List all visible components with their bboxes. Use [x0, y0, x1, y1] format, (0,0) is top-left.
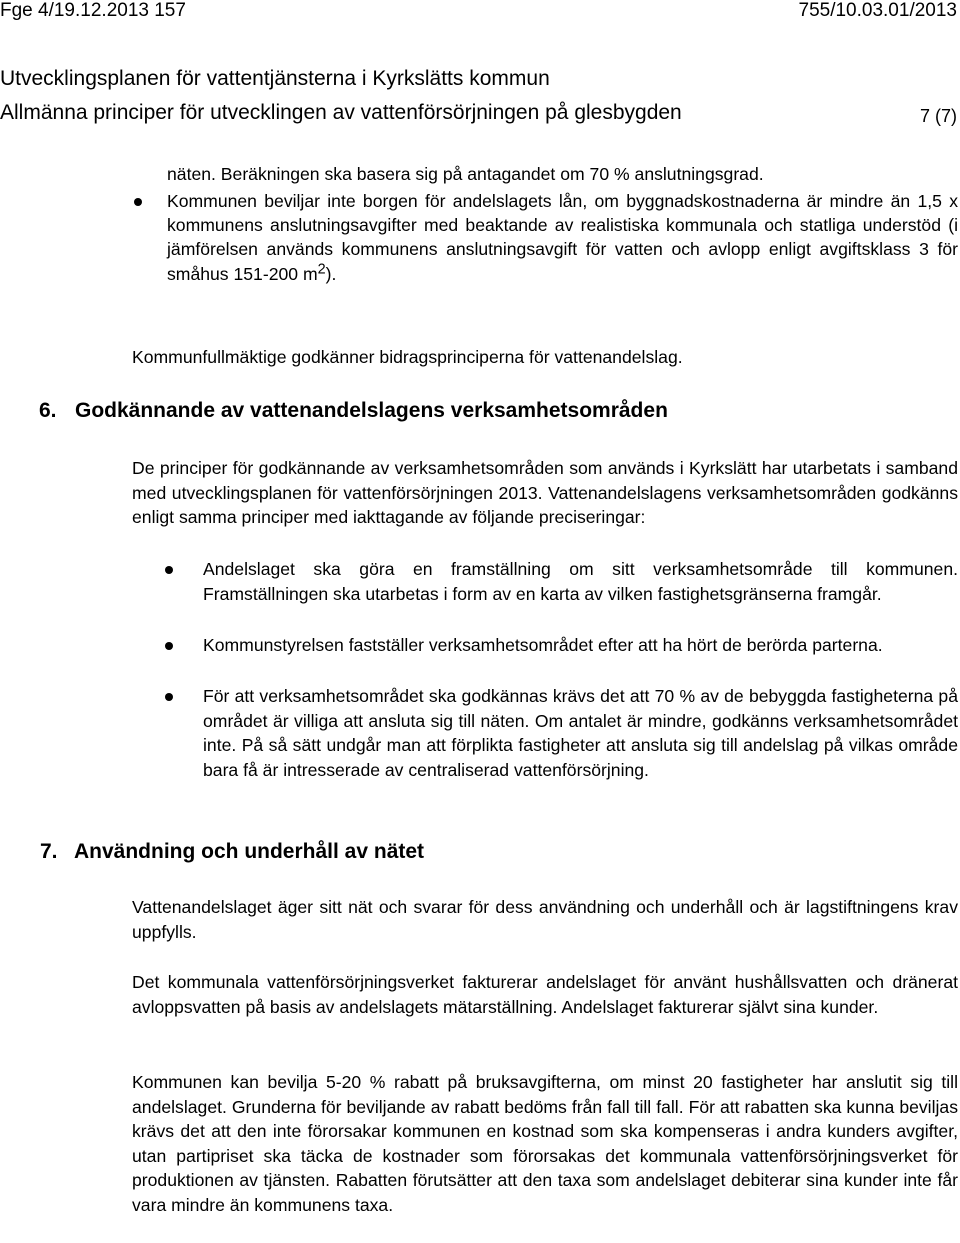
- list-item: [165, 684, 958, 782]
- section-title: Godkännande av vattenandelslagens verksamhetsområden: [75, 399, 668, 422]
- bullet-text: [167, 189, 958, 286]
- section-paragraph: Kommunen kan bevilja 5-20 % rabatt på bruksavgifterna, om minst 20 fastigheter har anslutit sig till andelslaget. Grunderna för beviljande av rabatt bedöms från fall till fall. För att rabatten ska kunna beviljas krävs det att den inte förorsakar kommunen en kostnad som ska kompenseras i andra kunders avgifter, utan partipriset ska täcka de kostnader som förorsakas det kommunala vattenförsörjningsverket för produktionen av tjänsten. Rabatten förutsätter att den taxa som andelslaget debiterar sina kunder inte får vara mindre än kommunens taxa.: [132, 1072, 958, 1215]
- list-item: [165, 557, 958, 606]
- list-item: [134, 189, 958, 286]
- bullet-text: Kommunstyrelsen fastställer verksamhetsområdet efter att ha hört de berörda parterna.: [203, 635, 883, 655]
- document-number: 755/10.03.01/2013: [798, 0, 957, 21]
- section-paragraph: Vattenandelslaget äger sitt nät och svarar för dess användning och underhåll och är lagstiftningens krav uppfylls.: [132, 897, 958, 942]
- bullet-icon: [165, 566, 173, 574]
- bullet-end-text: ).: [325, 263, 337, 284]
- document-title: Utvecklingsplanen för vattentjänsterna i Kyrkslätts kommun: [0, 67, 550, 90]
- section-number: 6.: [39, 399, 57, 422]
- meeting-reference: Fge 4/19.12.2013 157: [0, 0, 186, 21]
- page-count: 7 (7): [919, 106, 957, 126]
- section-title: Användning och underhåll av nätet: [74, 840, 425, 863]
- bullet-icon: [165, 693, 173, 701]
- approval-sentence: Kommunfullmäktige godkänner bidragsprinciperna för vattenandelslag.: [132, 347, 683, 367]
- section-heading: [0, 838, 424, 866]
- intro-continuation: näten. Beräkningen ska basera sig på antagandet om 70 % anslutningsgrad.: [167, 164, 764, 184]
- bullet-text: För att verksamhetsområdet ska godkännas krävs det att 70 % av de bebyggda fastigheterna på området är villiga att ansluta sig till näten. Om antalet är mindre, godkänns verksamhetsområdet inte. På så sätt undgår man att förplikta fastigheter att ansluta sig till andelslag på vilkas område bara få är intresserade av centraliserad vattenförsörjning.: [203, 686, 958, 780]
- section-paragraph: Det kommunala vattenförsörjningsverket fakturerar andelslaget för använt hushållsvatten och dränerat avloppsvatten på basis av andelslagets mätarställning. Andelslaget fakturerar självt sina kunder.: [132, 972, 958, 1017]
- bullet-text: Andelslaget ska göra en framställning om sitt verksamhetsområde till kommunen. Framställningen ska utarbetas i form av en karta av vilken fastighetsgränserna framgår.: [203, 559, 958, 604]
- list-item: [165, 633, 958, 658]
- section-number: 7.: [40, 840, 58, 863]
- bullet-icon: [134, 198, 142, 206]
- section-heading: [0, 397, 668, 425]
- bullet-main-text: Kommunen beviljar inte borgen för andelslagets lån, om byggnadskostnaderna är mindre än 1,5 x kommunens anslutningsavgifter med beaktande av realistiska kommunala och statliga understöd (i jämförelsen används kommunens anslutningsavgift för vatten och avlopp enligt avgiftsklass 3 för småhus 151-200 m: [167, 191, 958, 284]
- document-subtitle: Allmänna principer för utvecklingen av vattenförsörjningen på glesbygden: [0, 101, 682, 124]
- section-paragraph: De principer för godkännande av verksamhetsområden som används i Kyrkslätt har utarbetats i samband med utvecklingsplanen för vattenförsörjningen 2013. Vattenandelslagens verksamhetsområden godkänns enligt samma principer med iakttagande av följande preciseringar:: [132, 458, 958, 527]
- bullet-icon: [165, 642, 173, 650]
- superscript: 2: [317, 261, 326, 278]
